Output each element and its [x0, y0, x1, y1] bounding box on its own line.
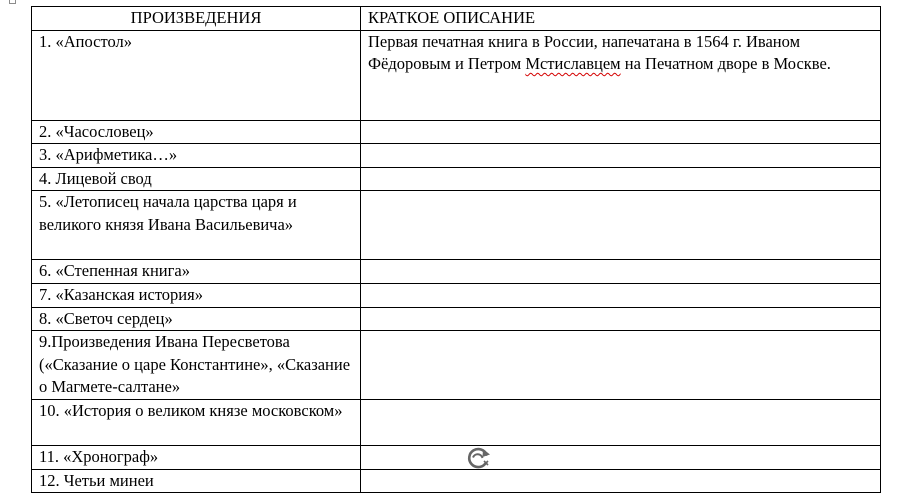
description-cell[interactable] — [361, 331, 881, 400]
work-cell[interactable]: 5. «Летописец начала царства царя и великого князя Ивана Васильевича» — [32, 191, 361, 260]
work-cell[interactable]: 1. «Апостол» — [32, 30, 361, 120]
table-row — [32, 331, 881, 400]
table-row — [32, 120, 881, 144]
work-cell[interactable]: 12. Четьи минеи — [32, 469, 361, 493]
description-cell[interactable] — [361, 283, 881, 307]
description-cell[interactable] — [361, 144, 881, 168]
table-row — [32, 307, 881, 331]
work-cell[interactable]: 8. «Светоч сердец» — [32, 307, 361, 331]
description-cell[interactable] — [361, 260, 881, 284]
table-header-row — [32, 7, 881, 31]
table-row — [32, 167, 881, 191]
table-row — [32, 30, 881, 120]
description-text: на Печатном дворе в Москве. — [620, 54, 831, 74]
description-cell[interactable] — [361, 307, 881, 331]
work-cell[interactable]: 4. Лицевой свод — [32, 167, 361, 191]
table-row — [32, 260, 881, 284]
description-cell[interactable] — [361, 191, 881, 260]
table-row — [32, 191, 881, 260]
works-table — [31, 6, 881, 493]
description-cell[interactable] — [361, 120, 881, 144]
table-row — [32, 283, 881, 307]
header-description: КРАТКОЕ ОПИСАНИЕ — [361, 7, 881, 31]
spellcheck-flagged-word[interactable]: Мстиславцем — [525, 54, 621, 74]
work-cell[interactable]: 9.Произведения Ивана Пересветова («Сказание о царе Константине», «Сказание о Магмете-салтане» — [32, 331, 361, 400]
table-row — [32, 469, 881, 493]
table-row — [32, 446, 881, 470]
table-row — [32, 400, 881, 446]
sync-icon[interactable] — [464, 445, 494, 471]
work-cell[interactable]: 3. «Арифметика…» — [32, 144, 361, 168]
description-cell[interactable] — [361, 469, 881, 493]
description-cell[interactable] — [361, 400, 881, 446]
table-row — [32, 144, 881, 168]
work-cell[interactable]: 11. «Хронограф» — [32, 446, 361, 470]
description-cell[interactable] — [361, 446, 881, 470]
work-cell[interactable]: 6. «Степенная книга» — [32, 260, 361, 284]
description-cell[interactable] — [361, 167, 881, 191]
work-cell[interactable]: 2. «Часословец» — [32, 120, 361, 144]
description-cell[interactable] — [361, 30, 881, 120]
header-works: ПРОИЗВЕДЕНИЯ — [32, 7, 361, 31]
work-cell[interactable]: 7. «Казанская история» — [32, 283, 361, 307]
table-anchor-icon[interactable] — [9, 0, 16, 4]
description-text: Первая печатная книга в России, напечатана в 1564 г. Иваном Фёдоровым и Петром — [368, 31, 801, 74]
work-cell[interactable]: 10. «История о великом князе московском» — [32, 400, 361, 446]
